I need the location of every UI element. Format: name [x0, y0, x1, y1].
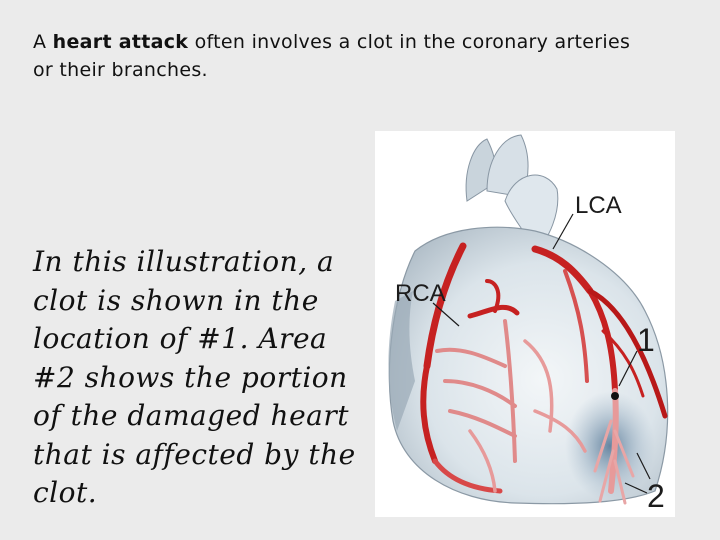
label-lca: LCA: [575, 192, 622, 219]
label-1: 1: [637, 322, 655, 358]
heart-diagram: [375, 131, 675, 517]
intro-bold-term: heart attack: [52, 31, 189, 53]
label-2: 2: [647, 478, 665, 514]
clot-marker: [611, 392, 619, 400]
intro-text: [33, 28, 653, 84]
intro-pre: A: [33, 31, 53, 53]
intro-post: often involves a clot in the coronary arteries or their branches.: [33, 31, 631, 81]
heart-illustration: [375, 131, 675, 517]
caption-text: In this illustration, a clot is shown in the location of #1. Area #2 shows the portion of the damaged heart that is affected by the clot.: [33, 245, 356, 509]
label-rca: RCA: [395, 280, 446, 307]
